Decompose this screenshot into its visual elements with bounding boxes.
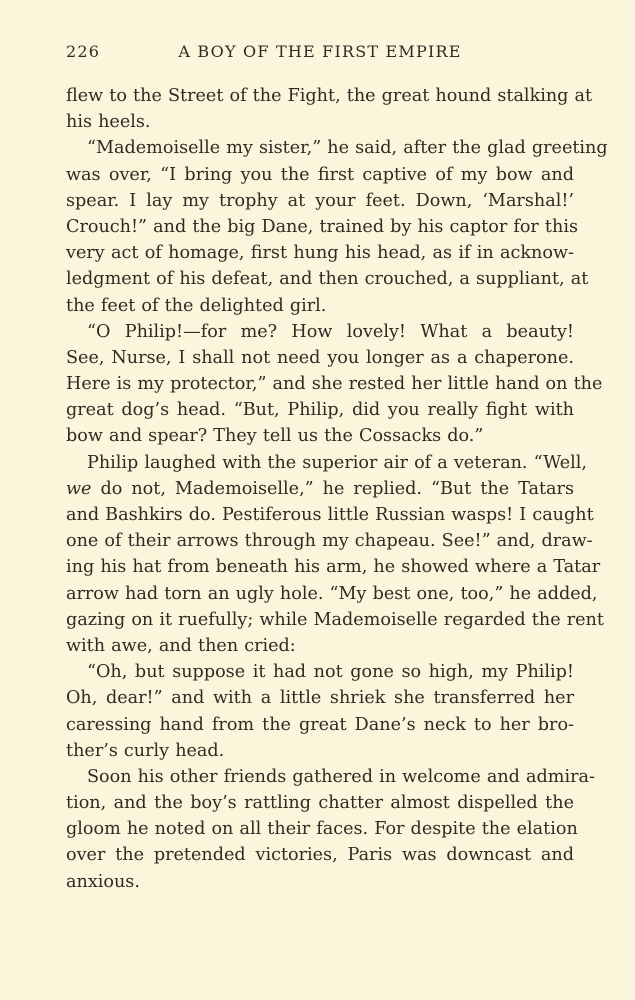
text-line: Here is my protector,” and she rested her little hand on the (66, 374, 603, 395)
text-line: ledgment of his defeat, and then crouched, a suppliant, at (66, 269, 589, 290)
text-line: Philip laughed with the superior air of a veteran. “Well, (87, 452, 588, 473)
text-line: ing his hat from beneath his arm, he showed where a Tatar (66, 557, 601, 578)
text-line: spear. I lay my trophy at your feet. Down, ‘Marshal!’ (66, 190, 574, 211)
text-line: arrow had torn an ugly hole. “My best one, too,” he added, (66, 583, 598, 604)
text-line: was over, “I bring you the first captive of my bow and (66, 164, 574, 185)
text-line: gazing on it ruefully; while Mademoiselle regarded the rent (66, 609, 604, 630)
text-line: his heels. (66, 112, 151, 133)
text-line: over the pretended victories, Paris was downcast and (66, 845, 574, 866)
text-line: “O Philip!—for me? How lovely! What a beauty! (87, 321, 574, 342)
text-line (66, 476, 574, 502)
text-line: “Oh, but suppose it had not gone so high, my Philip! (87, 662, 574, 683)
text-line: Crouch!” and the big Dane, trained by his captor for this (66, 216, 578, 237)
text-line: See, Nurse, I shall not need you longer as a chaperone. (66, 347, 574, 368)
text-line: gloom he noted on all their faces. For despite the elation (66, 819, 578, 840)
text-line: the feet of the delighted girl. (66, 295, 327, 316)
text-line: bow and spear? They tell us the Cossacks do.” (66, 426, 484, 447)
text-line: great dog’s head. “But, Philip, did you really fight with (66, 400, 574, 421)
text-line: with awe, and then cried: (66, 635, 296, 656)
text-line: one of their arrows through my chapeau. See!” and, draw- (66, 531, 593, 552)
text-line: and Bashkirs do. Pestiferous little Russian wasps! I caught (66, 505, 594, 525)
text-line: flew to the Street of the Fight, the great hound stalking at (66, 86, 593, 106)
text-line: Soon his other friends gathered in welcome and admira- (87, 766, 595, 787)
body-text (66, 83, 608, 895)
text-line: “Mademoiselle my sister,” he said, after the glad greeting (87, 138, 608, 159)
text-line: Oh, dear!” and with a little shriek she transferred her (66, 688, 574, 709)
text-line: anxious. (66, 871, 140, 892)
text-line: ther’s curly head. (66, 740, 225, 761)
text-line-rest: do not, Mademoiselle,” he replied. “But the Tatars (91, 478, 574, 499)
page-number: 226 (66, 42, 101, 61)
italic-word: we (66, 478, 92, 499)
running-title: A BOY OF THE FIRST EMPIRE (178, 42, 462, 61)
text-line: tion, and the boy’s rattling chatter almost dispelled the (66, 793, 574, 814)
text-line: very act of homage, first hung his head, as if in acknow- (66, 243, 574, 264)
text-line: caressing hand from the great Dane’s neck to her bro- (66, 714, 574, 735)
page-header (66, 42, 574, 66)
